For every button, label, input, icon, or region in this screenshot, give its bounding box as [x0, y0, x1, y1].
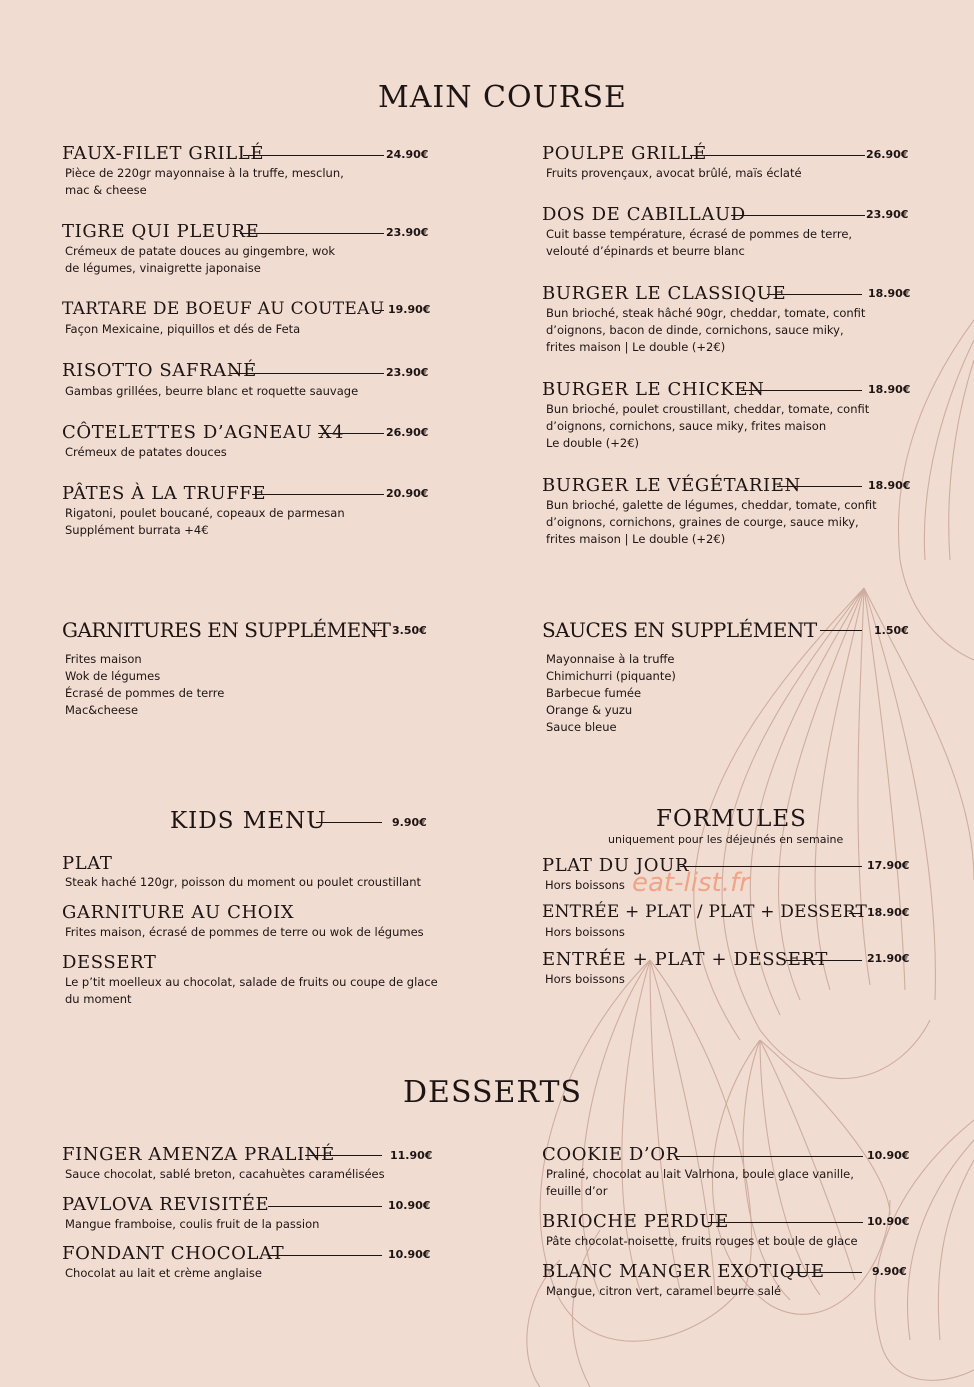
- description-line: frites maison | Le double (+2€): [546, 532, 726, 546]
- menu-item-price: 10.90€: [867, 1215, 910, 1228]
- kids-menu-price: 9.90€: [392, 816, 427, 829]
- description-line: Hors boissons: [545, 878, 625, 892]
- price-leader-line: [243, 155, 384, 156]
- menu-item-name: PÂTES À LA TRUFFE: [62, 483, 267, 504]
- menu-item-price: 11.90€: [390, 1149, 433, 1162]
- menu-item-name: FONDANT CHOCOLAT: [62, 1243, 285, 1264]
- price-leader-line: [675, 1156, 863, 1157]
- price-leader-line: [708, 1222, 863, 1223]
- menu-item-name: POULPE GRILLÉ: [542, 143, 707, 164]
- garniture-item: Écrasé de pommes de terre: [65, 686, 225, 700]
- menu-item-name: PLAT: [62, 853, 113, 874]
- menu-item-name: BURGER LE CHICKEN: [542, 379, 765, 400]
- price-leader-line: [777, 486, 862, 487]
- sauces-title: SAUCES EN SUPPLÉMENT: [542, 618, 817, 642]
- description-line: Bun brioché, poulet croustillant, cheddar, tomate, confit: [546, 402, 870, 416]
- menu-item-name: BRIOCHE PERDUE: [542, 1211, 729, 1232]
- menu-item-description: [65, 924, 424, 941]
- desserts-title: DESSERTS: [403, 1075, 583, 1110]
- price-leader-line: [240, 233, 384, 234]
- price-leader-line: [767, 294, 862, 295]
- menu-item-description: [65, 1166, 385, 1183]
- menu-item-price: 26.90€: [386, 426, 429, 439]
- description-line: Pièce de 220gr mayonnaise à la truffe, mesclun,: [65, 166, 344, 180]
- description-line: de légumes, vinaigrette japonaise: [65, 261, 261, 275]
- price-leader-line: [230, 373, 384, 374]
- menu-item-description: [65, 243, 335, 277]
- menu-item-name: FINGER AMENZA PRALINÉ: [62, 1144, 335, 1165]
- description-line: Crémeux de patates douces: [65, 445, 227, 459]
- price-leader-line: [375, 310, 384, 311]
- sauce-item: Chimichurri (piquante): [546, 669, 676, 683]
- description-line: feuille d’or: [546, 1184, 608, 1198]
- menu-item-name: ENTRÉE + PLAT + DESSERT: [542, 949, 828, 970]
- menu-item-description: [65, 444, 227, 461]
- description-line: d’oignons, cornichons, sauce miky, frites maison: [546, 419, 827, 433]
- watermark-text: eat-list.fr: [632, 868, 750, 898]
- description-line: Pâte chocolat-noisette, fruits rouges et boule de glace: [546, 1234, 858, 1248]
- description-line: Sauce chocolat, sablé breton, cacahuètes caramélisées: [65, 1167, 385, 1181]
- description-line: Le p’tit moelleux au chocolat, salade de fruits ou coupe de glace: [65, 975, 438, 989]
- description-line: Bun brioché, galette de légumes, cheddar, tomate, confit: [546, 498, 877, 512]
- price-leader-line: [731, 215, 865, 216]
- menu-item-name: GARNITURE AU CHOIX: [62, 902, 295, 923]
- price-leader-line: [305, 1155, 382, 1156]
- sauce-item: Orange & yuzu: [546, 703, 633, 717]
- sauces-price: 1.50€: [874, 624, 909, 637]
- menu-item-price: 10.90€: [867, 1149, 910, 1162]
- menu-item-price: 20.90€: [386, 487, 429, 500]
- menu-item-price: 23.90€: [386, 226, 429, 239]
- menu-item-name: BLANC MANGER EXOTIQUE: [542, 1261, 825, 1282]
- menu-item-name: PLAT DU JOUR: [542, 855, 690, 876]
- description-line: Mangue framboise, coulis fruit de la passion: [65, 1217, 320, 1231]
- menu-item-name: DESSERT: [62, 952, 157, 973]
- description-line: Hors boissons: [545, 972, 625, 986]
- description-line: Gambas grillées, beurre blanc et roquette sauvage: [65, 384, 359, 398]
- menu-item-description: [65, 505, 345, 539]
- menu-item-description: [545, 877, 625, 894]
- menu-item-name: ENTRÉE + PLAT / PLAT + DESSERT: [542, 902, 867, 922]
- menu-item-price: 24.90€: [386, 148, 429, 161]
- menu-item-name: PAVLOVA REVISITÉE: [62, 1194, 270, 1215]
- description-line: frites maison | Le double (+2€): [546, 340, 726, 354]
- menu-item-description: [546, 1283, 781, 1300]
- menu-item-name: DOS DE CABILLAUD: [542, 204, 746, 225]
- price-leader-line: [786, 960, 862, 961]
- menu-item-description: [65, 974, 438, 1008]
- menu-item-description: [65, 874, 421, 891]
- menu-item-description: [65, 165, 344, 199]
- description-line: Hors boissons: [545, 925, 625, 939]
- main-course-title: MAIN COURSE: [378, 80, 627, 115]
- description-line: du moment: [65, 992, 132, 1006]
- description-line: Steak haché 120gr, poisson du moment ou poulet croustillant: [65, 875, 422, 889]
- price-leader-line: [252, 494, 384, 495]
- description-line: Rigatoni, poulet boucané, copeaux de parmesan: [65, 506, 345, 520]
- description-line: Cuit basse température, écrasé de pommes de terre,: [546, 227, 853, 241]
- menu-item-description: [546, 226, 852, 260]
- price-leader-line: [316, 822, 382, 823]
- garnitures-title: GARNITURES EN SUPPLÉMENT: [62, 618, 391, 642]
- description-line: d’oignons, bacon de dinde, cornichons, sauce miky,: [546, 323, 844, 337]
- menu-item-name: RISOTTO SAFRANÉ: [62, 360, 257, 381]
- menu-item-description: [65, 1216, 319, 1233]
- garniture-item: Frites maison: [65, 652, 142, 666]
- menu-item-description: [545, 924, 625, 941]
- menu-item-name: FAUX-FILET GRILLÉ: [62, 143, 265, 164]
- price-leader-line: [268, 1206, 382, 1207]
- price-leader-line: [268, 1255, 382, 1256]
- menu-item-description: [65, 1265, 262, 1282]
- price-leader-line: [786, 1272, 862, 1273]
- menu-item-price: 18.90€: [867, 906, 910, 919]
- menu-item-description: [546, 165, 802, 182]
- price-leader-line: [690, 155, 865, 156]
- menu-item-description: [546, 1166, 854, 1200]
- menu-item-name: BURGER LE CLASSIQUE: [542, 283, 787, 304]
- menu-item-name: BURGER LE VÉGÉTARIEN: [542, 475, 801, 496]
- menu-item-description: [65, 321, 300, 338]
- description-line: Frites maison, écrasé de pommes de terre ou wok de légumes: [65, 925, 424, 939]
- menu-item-price: 18.90€: [868, 287, 911, 300]
- kids-menu-title: KIDS MENU: [170, 808, 327, 834]
- sauce-item: Sauce bleue: [546, 720, 617, 734]
- menu-item-price: 23.90€: [866, 208, 909, 221]
- description-line: mac & cheese: [65, 183, 147, 197]
- menu-item-price: 17.90€: [867, 859, 910, 872]
- garniture-item: Wok de légumes: [65, 669, 161, 683]
- price-leader-line: [849, 913, 862, 914]
- description-line: Bun brioché, steak hâché 90gr, cheddar, tomate, confit: [546, 306, 866, 320]
- menu-item-name: TIGRE QUI PLEURE: [62, 221, 260, 242]
- menu-item-description: [545, 971, 625, 988]
- formules-title: FORMULES: [656, 806, 807, 832]
- description-line: Façon Mexicaine, piquillos et dés de Feta: [65, 322, 301, 336]
- menu-item-price: 18.90€: [868, 479, 911, 492]
- description-line: d’oignons, cornichons, graines de courge, sauce miky,: [546, 515, 859, 529]
- menu-item-price: 23.90€: [386, 366, 429, 379]
- price-leader-line: [741, 390, 862, 391]
- menu-item-price: 10.90€: [388, 1248, 431, 1261]
- description-line: Mangue, citron vert, caramel beurre salé: [546, 1284, 782, 1298]
- description-line: Crémeux de patate douces au gingembre, wok: [65, 244, 336, 258]
- menu-item-name: TARTARE DE BOEUF AU COUTEAU: [62, 299, 385, 319]
- menu-item-price: 10.90€: [388, 1199, 431, 1212]
- menu-item-description: [546, 1233, 858, 1250]
- menu-item-description: [546, 497, 877, 548]
- description-line: Fruits provençaux, avocat brûlé, maïs éclaté: [546, 166, 802, 180]
- menu-item-price: 21.90€: [867, 952, 910, 965]
- sauce-item: Barbecue fumée: [546, 686, 642, 700]
- menu-item-description: [65, 383, 358, 400]
- description-line: Supplément burrata +4€: [65, 523, 209, 537]
- price-leader-line: [820, 630, 862, 631]
- menu-item-price: 26.90€: [866, 148, 909, 161]
- menu-item-price: 9.90€: [872, 1265, 907, 1278]
- garnitures-price: 3.50€: [392, 624, 427, 637]
- price-leader-line: [680, 866, 862, 867]
- price-leader-line: [372, 630, 382, 631]
- description-line: velouté d’épinards et beurre blanc: [546, 244, 745, 258]
- garniture-item: Mac&cheese: [65, 703, 139, 717]
- description-line: Praliné, chocolat au lait Valrhona, boule glace vanille,: [546, 1167, 854, 1181]
- description-line: Le double (+2€): [546, 436, 640, 450]
- menu-item-name: CÔTELETTES D’AGNEAU X4: [62, 422, 345, 443]
- menu-item-price: 19.90€: [388, 303, 431, 316]
- sauce-item: Mayonnaise à la truffe: [546, 652, 675, 666]
- menu-item-description: [546, 401, 869, 452]
- price-leader-line: [318, 433, 384, 434]
- formules-subtitle: uniquement pour les déjeunés en semaine: [608, 833, 844, 846]
- description-line: Chocolat au lait et crème anglaise: [65, 1266, 262, 1280]
- menu-item-name: COOKIE D’OR: [542, 1144, 680, 1165]
- garnitures-list: [65, 651, 224, 719]
- menu-item-price: 18.90€: [868, 383, 911, 396]
- menu-item-description: [546, 305, 865, 356]
- sauces-list: [546, 651, 676, 736]
